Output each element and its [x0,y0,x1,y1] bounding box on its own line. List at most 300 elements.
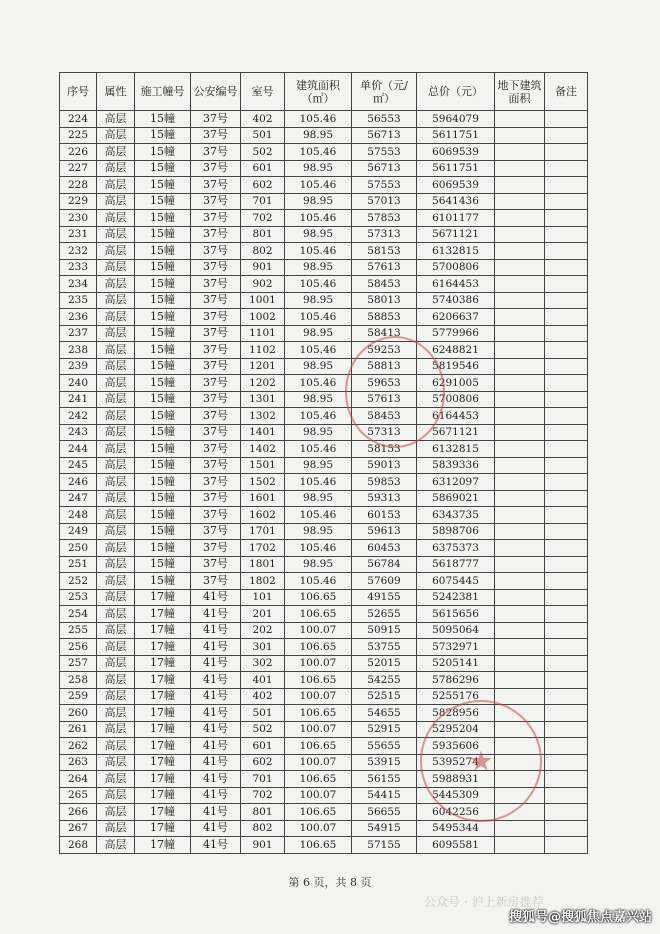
table-cell [495,820,545,837]
table-cell: 100.07 [285,787,352,804]
table-cell [545,226,588,243]
table-row [60,688,588,705]
table-cell: 54655 [352,705,417,722]
table-cell: 49155 [352,589,417,606]
table-cell [495,457,545,474]
table-cell [495,276,545,293]
table-cell: 57313 [352,424,417,441]
table-cell [495,573,545,590]
table-cell: 502 [241,144,285,161]
table-cell: 105.46 [285,309,352,326]
table-cell: 57853 [352,210,417,227]
table-cell: 57613 [352,259,417,276]
table-cell [495,391,545,408]
table-cell: 1302 [241,408,285,425]
table-cell: 高层 [97,573,135,590]
table-cell: 59013 [352,457,417,474]
table-cell: 601 [241,160,285,177]
table-cell [495,127,545,144]
table-cell: 高层 [97,507,135,524]
table-row [60,606,588,623]
table-row [60,573,588,590]
table-cell: 302 [241,655,285,672]
table-cell: 41号 [191,589,241,606]
table-cell: 237 [60,325,97,342]
table-cell: 5700806 [417,259,495,276]
table-cell: 5641436 [417,193,495,210]
table-cell: 15幢 [135,391,191,408]
official-seal-stamp [345,336,445,448]
table-cell: 6132815 [417,441,495,458]
table-cell: 502 [241,721,285,738]
table-cell: 1801 [241,556,285,573]
table-cell: 17幢 [135,655,191,672]
table-cell: 5295204 [417,721,495,738]
table-cell: 244 [60,441,97,458]
table-cell [545,721,588,738]
table-cell: 高层 [97,111,135,128]
table-cell: 高层 [97,705,135,722]
table-cell: 37号 [191,226,241,243]
table-cell: 高层 [97,771,135,788]
table-cell [545,754,588,771]
table-cell: 高层 [97,837,135,854]
table-row [60,820,588,837]
table-row [60,259,588,276]
column-header: 序号 [60,73,97,111]
table-cell: 262 [60,738,97,755]
source-tag: 搜狐号@搜狐焦点嘉兴站 [508,910,652,925]
table-cell: 17幢 [135,837,191,854]
table-cell: 247 [60,490,97,507]
table-cell [495,424,545,441]
table-cell [495,375,545,392]
table-cell: 1602 [241,507,285,524]
table-row [60,507,588,524]
table-cell [545,688,588,705]
table-cell: 高层 [97,457,135,474]
table-cell: 105.46 [285,210,352,227]
table-cell [495,226,545,243]
table-cell [545,622,588,639]
table-row [60,655,588,672]
table-cell: 235 [60,292,97,309]
table-cell [495,672,545,689]
table-row [60,639,588,656]
table-cell: 1402 [241,441,285,458]
table-cell: 105.46 [285,243,352,260]
table-cell [545,837,588,854]
table-cell: 53915 [352,754,417,771]
table-cell: 101 [241,589,285,606]
table-cell: 41号 [191,622,241,639]
table-cell [545,655,588,672]
table-cell: 230 [60,210,97,227]
table-cell: 41号 [191,688,241,705]
table-cell: 802 [241,243,285,260]
table-cell: 37号 [191,490,241,507]
table-row [60,672,588,689]
table-cell [545,144,588,161]
table-cell: 902 [241,276,285,293]
table-row [60,226,588,243]
table-cell: 58453 [352,276,417,293]
table-row [60,490,588,507]
table-cell: 258 [60,672,97,689]
column-header: 公安编号 [191,73,241,111]
table-cell [545,358,588,375]
table-cell: 5839336 [417,457,495,474]
table-cell: 106.65 [285,771,352,788]
table-cell: 238 [60,342,97,359]
table-cell: 54915 [352,820,417,837]
table-cell: 234 [60,276,97,293]
table-cell: 98.95 [285,523,352,540]
table-cell: 15幢 [135,259,191,276]
table-cell: 56784 [352,556,417,573]
table-cell: 601 [241,738,285,755]
table-cell: 15幢 [135,507,191,524]
table-cell: 高层 [97,144,135,161]
table-cell: 1802 [241,573,285,590]
table-row [60,210,588,227]
table-cell: 高层 [97,193,135,210]
table-cell [545,391,588,408]
table-cell [495,507,545,524]
table-cell: 6069539 [417,144,495,161]
table-cell: 261 [60,721,97,738]
table-cell: 701 [241,193,285,210]
table-cell: 60453 [352,540,417,557]
table-row [60,622,588,639]
table-cell [495,639,545,656]
table-cell: 15幢 [135,573,191,590]
table-cell: 高层 [97,441,135,458]
table-cell [495,655,545,672]
table-cell: 高层 [97,474,135,491]
table-cell [545,408,588,425]
table-cell: 105.46 [285,111,352,128]
table-cell: 37号 [191,457,241,474]
table-cell: 15幢 [135,111,191,128]
table-cell: 229 [60,193,97,210]
table-cell: 高层 [97,292,135,309]
table-cell: 100.07 [285,622,352,639]
table-cell: 106.65 [285,672,352,689]
table-cell [545,243,588,260]
table-cell: 17幢 [135,688,191,705]
table-cell: 15幢 [135,177,191,194]
table-cell: 253 [60,589,97,606]
table-row [60,556,588,573]
table-row [60,474,588,491]
table-cell: 106.65 [285,738,352,755]
table-cell: 100.07 [285,655,352,672]
table-cell: 高层 [97,754,135,771]
table-cell: 252 [60,573,97,590]
table-cell: 105.46 [285,441,352,458]
table-cell: 15幢 [135,160,191,177]
table-row [60,111,588,128]
table-row [60,408,588,425]
table-cell [495,144,545,161]
table-cell [545,804,588,821]
table-cell: 5671121 [417,424,495,441]
table-cell: 202 [241,622,285,639]
table-cell [545,292,588,309]
table-cell: 254 [60,606,97,623]
table-cell [545,276,588,293]
table-cell: 401 [241,672,285,689]
table-cell: 15幢 [135,523,191,540]
table-cell: 5618777 [417,556,495,573]
table-cell: 267 [60,820,97,837]
table-cell: 37号 [191,391,241,408]
table-cell: 1301 [241,391,285,408]
table-cell: 高层 [97,622,135,639]
table-cell: 高层 [97,540,135,557]
table-cell: 59853 [352,474,417,491]
table-cell [545,193,588,210]
table-cell: 250 [60,540,97,557]
column-header: 单价（元/㎡） [352,73,417,111]
table-cell [495,259,545,276]
table-cell: 15幢 [135,556,191,573]
table-cell: 37号 [191,127,241,144]
table-cell: 高层 [97,325,135,342]
table-cell: 15幢 [135,210,191,227]
table-cell: 59253 [352,342,417,359]
table-cell: 105.46 [285,177,352,194]
table-cell: 15幢 [135,342,191,359]
table-cell: 227 [60,160,97,177]
table-row [60,243,588,260]
table-cell [545,573,588,590]
table-cell: 15幢 [135,193,191,210]
table-cell: 1001 [241,292,285,309]
table-cell: 59313 [352,490,417,507]
table-cell: 257 [60,655,97,672]
table-row [60,391,588,408]
table-cell: 54255 [352,672,417,689]
table-cell: 17幢 [135,672,191,689]
table-cell: 105.46 [285,144,352,161]
table-cell: 37号 [191,556,241,573]
table-cell: 高层 [97,804,135,821]
table-cell: 5242381 [417,589,495,606]
table-cell [545,325,588,342]
table-cell: 6075445 [417,573,495,590]
table-cell: 56713 [352,127,417,144]
table-cell: 98.95 [285,358,352,375]
table-cell [545,820,588,837]
table-cell: 37号 [191,177,241,194]
table-cell: 6164453 [417,408,495,425]
table-cell: 5964079 [417,111,495,128]
table-cell: 98.95 [285,259,352,276]
table-cell: 501 [241,705,285,722]
table-cell: 高层 [97,655,135,672]
table-cell: 901 [241,259,285,276]
table-cell: 高层 [97,243,135,260]
table-cell: 17幢 [135,721,191,738]
table-cell: 226 [60,144,97,161]
table-cell: 37号 [191,540,241,557]
table-cell [545,639,588,656]
table-cell: 256 [60,639,97,656]
table-cell: 701 [241,771,285,788]
table-cell: 249 [60,523,97,540]
table-cell: 242 [60,408,97,425]
table-cell: 248 [60,507,97,524]
table-cell: 58153 [352,441,417,458]
table-cell: 41号 [191,804,241,821]
table-cell: 5205141 [417,655,495,672]
table-cell: 1701 [241,523,285,540]
table-cell: 243 [60,424,97,441]
table-cell: 58853 [352,309,417,326]
table-cell: 231 [60,226,97,243]
table-cell: 1601 [241,490,285,507]
table-cell: 15幢 [135,474,191,491]
table-cell: 59613 [352,523,417,540]
table-cell: 224 [60,111,97,128]
table-row [60,309,588,326]
table-cell: 1702 [241,540,285,557]
table-row [60,160,588,177]
table-cell: 15幢 [135,540,191,557]
table-cell: 105.46 [285,342,352,359]
table-row [60,523,588,540]
table-cell: 17幢 [135,820,191,837]
table-cell: 259 [60,688,97,705]
table-cell: 37号 [191,573,241,590]
table-cell: 6101177 [417,210,495,227]
table-cell: 高层 [97,721,135,738]
table-cell: 41号 [191,837,241,854]
table-cell: 98.95 [285,391,352,408]
table-cell: 高层 [97,177,135,194]
table-cell: 高层 [97,490,135,507]
table-cell: 37号 [191,523,241,540]
table-cell: 高层 [97,556,135,573]
table-cell: 5732971 [417,639,495,656]
table-cell: 6164453 [417,276,495,293]
column-header: 施工幢号 [135,73,191,111]
table-cell: 高层 [97,820,135,837]
table-cell: 106.65 [285,589,352,606]
table-cell: 15幢 [135,292,191,309]
table-cell [495,111,545,128]
table-cell: 106.65 [285,837,352,854]
table-cell: 41号 [191,672,241,689]
table-row [60,193,588,210]
table-cell [495,325,545,342]
table-cell: 228 [60,177,97,194]
table-cell [545,523,588,540]
table-row [60,457,588,474]
table-cell: 17幢 [135,622,191,639]
star-icon: ★ [468,744,494,778]
table-row [60,540,588,557]
table-cell: 15幢 [135,243,191,260]
table-cell: 56655 [352,804,417,821]
table-cell: 41号 [191,820,241,837]
table-cell [545,589,588,606]
table-cell: 15幢 [135,276,191,293]
table-cell: 50915 [352,622,417,639]
table-cell: 55655 [352,738,417,755]
table-cell: 37号 [191,342,241,359]
table-cell: 702 [241,210,285,227]
table-cell: 41号 [191,738,241,755]
table-cell [495,622,545,639]
table-cell [545,177,588,194]
table-cell: 5819546 [417,358,495,375]
table-cell: 15幢 [135,375,191,392]
table-cell [495,490,545,507]
table-cell: 高层 [97,424,135,441]
table-cell: 105.46 [285,375,352,392]
table-cell [495,160,545,177]
table-cell: 17幢 [135,606,191,623]
table-cell: 高层 [97,127,135,144]
table-cell [495,474,545,491]
table-cell: 37号 [191,424,241,441]
table-cell: 100.07 [285,754,352,771]
table-cell: 106.65 [285,639,352,656]
table-cell: 52915 [352,721,417,738]
official-seal-stamp-star [420,700,542,822]
table-cell: 5779966 [417,325,495,342]
table-cell: 98.95 [285,490,352,507]
table-cell: 37号 [191,210,241,227]
column-header: 地下建筑面积 [495,73,545,111]
table-cell: 58453 [352,408,417,425]
table-cell: 高层 [97,210,135,227]
table-cell: 57609 [352,573,417,590]
table-row [60,325,588,342]
table-cell: 高层 [97,309,135,326]
table-row [60,342,588,359]
table-cell: 17幢 [135,787,191,804]
table-cell: 37号 [191,243,241,260]
table-cell: 高层 [97,523,135,540]
table-cell: 201 [241,606,285,623]
table-cell: 105.46 [285,507,352,524]
table-cell: 17幢 [135,738,191,755]
column-header: 备注 [545,73,588,111]
table-cell: 1401 [241,424,285,441]
table-cell: 37号 [191,160,241,177]
table-cell: 高层 [97,342,135,359]
table-cell: 17幢 [135,639,191,656]
table-cell [545,309,588,326]
table-cell: 57553 [352,144,417,161]
table-cell: 245 [60,457,97,474]
table-cell [545,672,588,689]
table-cell: 41号 [191,787,241,804]
table-cell: 6375373 [417,540,495,557]
table-cell: 232 [60,243,97,260]
table-cell: 58013 [352,292,417,309]
table-cell: 402 [241,688,285,705]
table-cell: 41号 [191,721,241,738]
table-cell: 1502 [241,474,285,491]
table-cell: 58153 [352,243,417,260]
table-cell [495,243,545,260]
table-cell: 702 [241,787,285,804]
